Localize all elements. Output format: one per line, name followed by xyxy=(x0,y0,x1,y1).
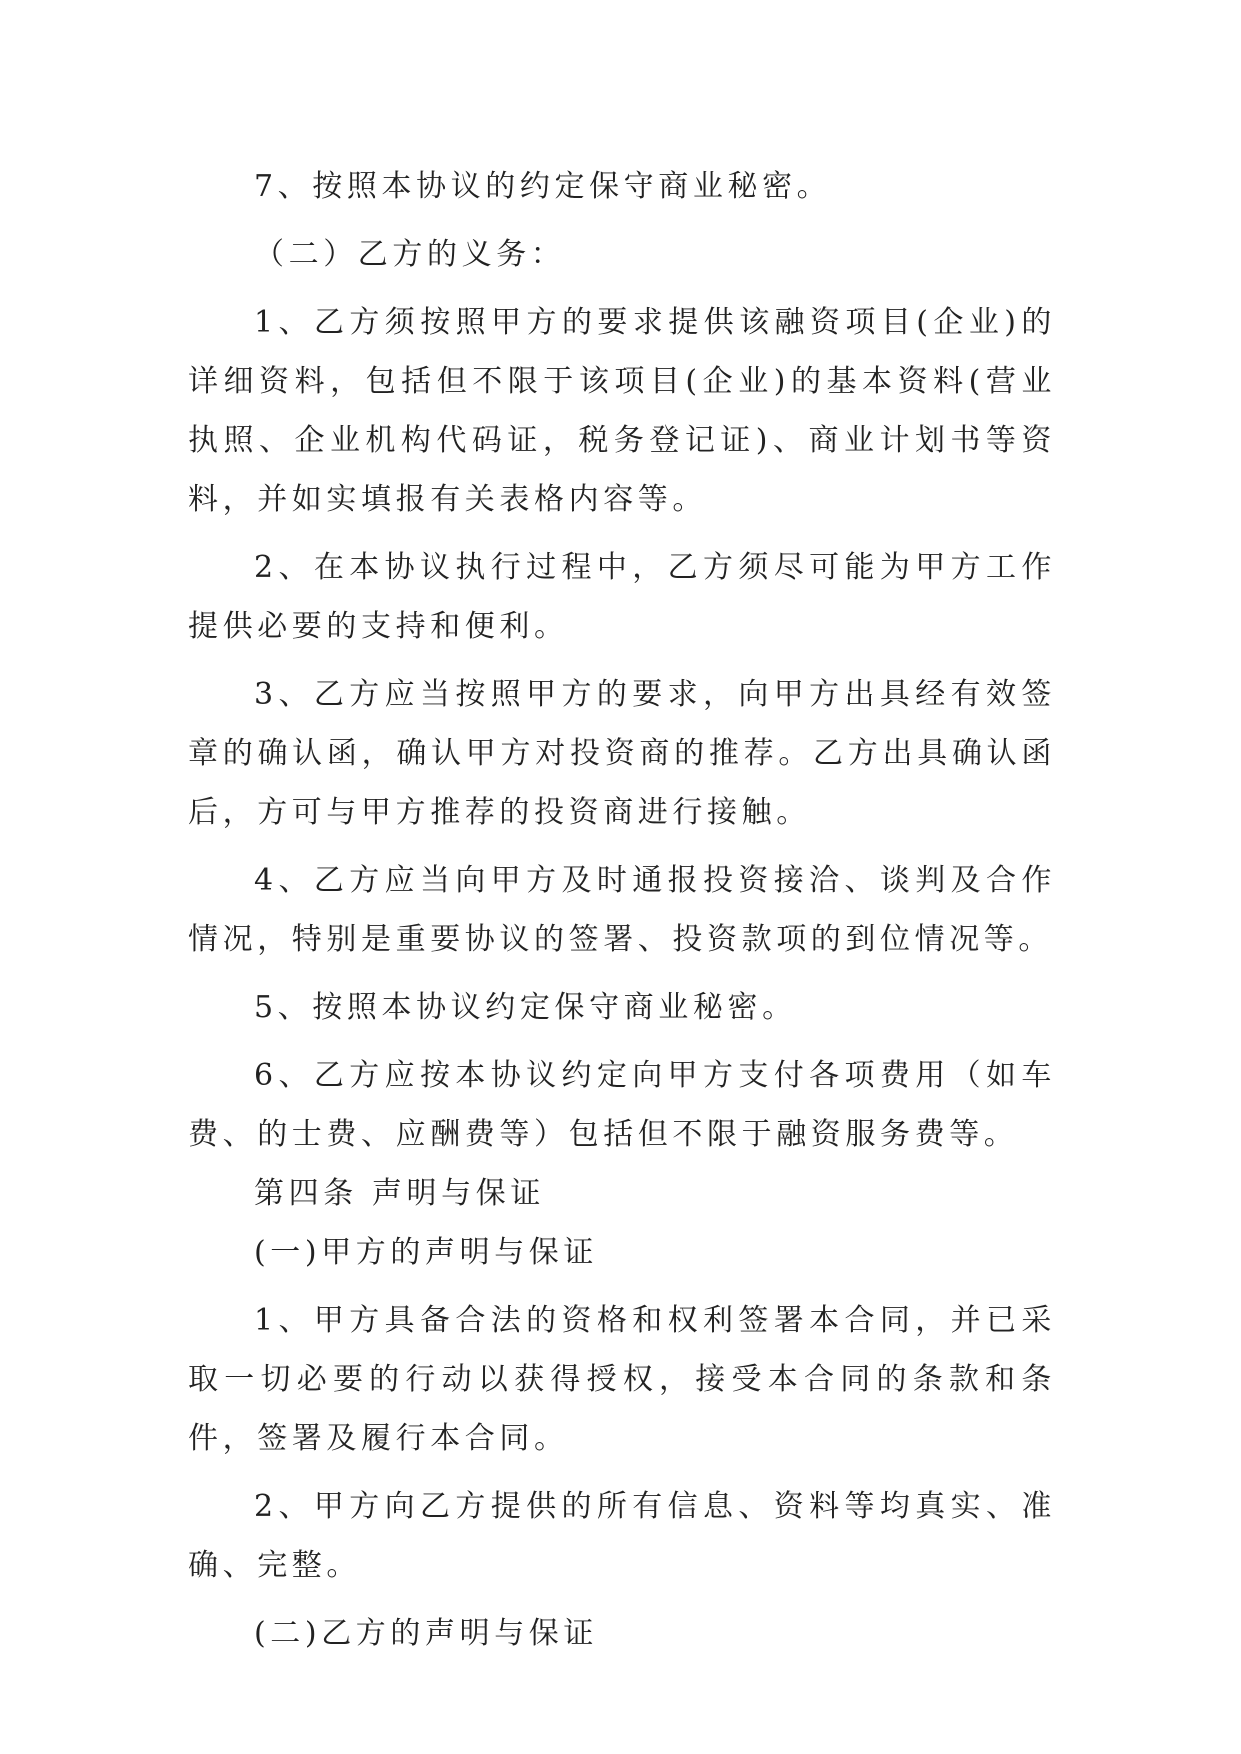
paragraph-b-item-6: 6、乙方应按本协议约定向甲方支付各项费用（如车费、的士费、应酬费等）包括但不限于融资服务费等。 xyxy=(188,1058,1056,1152)
paragraph-b-item-5: 5、按照本协议约定保守商业秘密。 xyxy=(254,990,797,1025)
warranty-a-item-2: 2、甲方向乙方提供的所有信息、资料等均真实、准确、完整。 xyxy=(188,1489,1056,1583)
article-heading-4: 第四条 声明与保证 xyxy=(254,1176,545,1211)
paragraph-b-item-3: 3、乙方应当按照甲方的要求，向甲方出具经有效签章的确认函，确认甲方对投资商的推荐。乙方出具确认函后，方可与甲方推荐的投资商进行接触。 xyxy=(188,677,1056,830)
paragraph-a-item-7: 7、按照本协议的约定保守商业秘密。 xyxy=(254,169,832,204)
paragraph-b-item-4: 4、乙方应当向甲方及时通报投资接洽、谈判及合作情况，特别是重要协议的签署、投资款项的到位情况等。 xyxy=(188,863,1056,957)
document-body xyxy=(188,157,1056,1663)
section-heading-party-b-warranty: (二)乙方的声明与保证 xyxy=(254,1616,599,1651)
warranty-a-item-1: 1、甲方具备合法的资格和权利签署本合同，并已采取一切必要的行动以获得授权，接受本合同的条款和条件，签署及履行本合同。 xyxy=(188,1303,1056,1456)
section-heading-party-b-obligations: （二）乙方的义务： xyxy=(254,237,566,272)
paragraph-b-item-2: 2、在本协议执行过程中，乙方须尽可能为甲方工作提供必要的支持和便利。 xyxy=(188,550,1056,644)
section-heading-party-a-warranty: (一)甲方的声明与保证 xyxy=(254,1235,599,1270)
paragraph-b-item-1: 1、乙方须按照甲方的要求提供该融资项目(企业)的详细资料，包括但不限于该项目(企业)的基本资料(营业执照、企业机构代码证，税务登记证)、商业计划书等资料，并如实填报有关表格内容等。 xyxy=(188,305,1056,517)
